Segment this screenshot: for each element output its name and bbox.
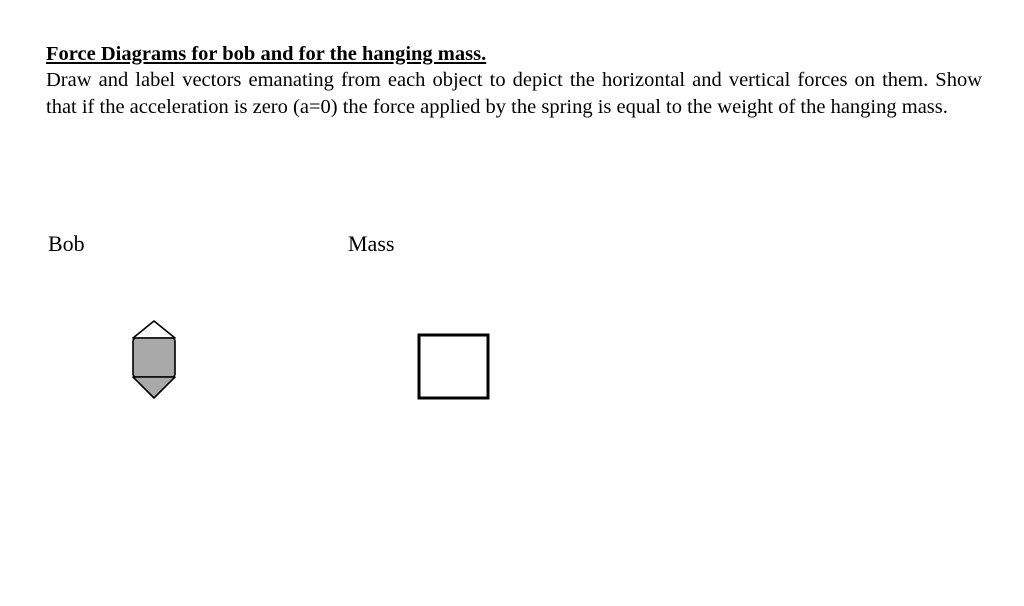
mass-box bbox=[416, 333, 492, 403]
mass-label: Mass bbox=[348, 231, 395, 256]
bob-bottom-cap bbox=[133, 377, 175, 398]
bob-label: Bob bbox=[48, 231, 85, 256]
bob-body bbox=[133, 338, 175, 377]
instructions-paragraph: Draw and label vectors emanating from each object to depict the horizontal and vertical forces on them. Show that if the acceleration is zero (a=0) the force applied by the spring is equal to the weight of the hanging mass. bbox=[46, 69, 982, 118]
page-title: Force Diagrams for bob and for the hanging mass. bbox=[46, 43, 487, 65]
bob-diagram bbox=[128, 318, 180, 402]
bob-top-cap bbox=[133, 321, 175, 338]
